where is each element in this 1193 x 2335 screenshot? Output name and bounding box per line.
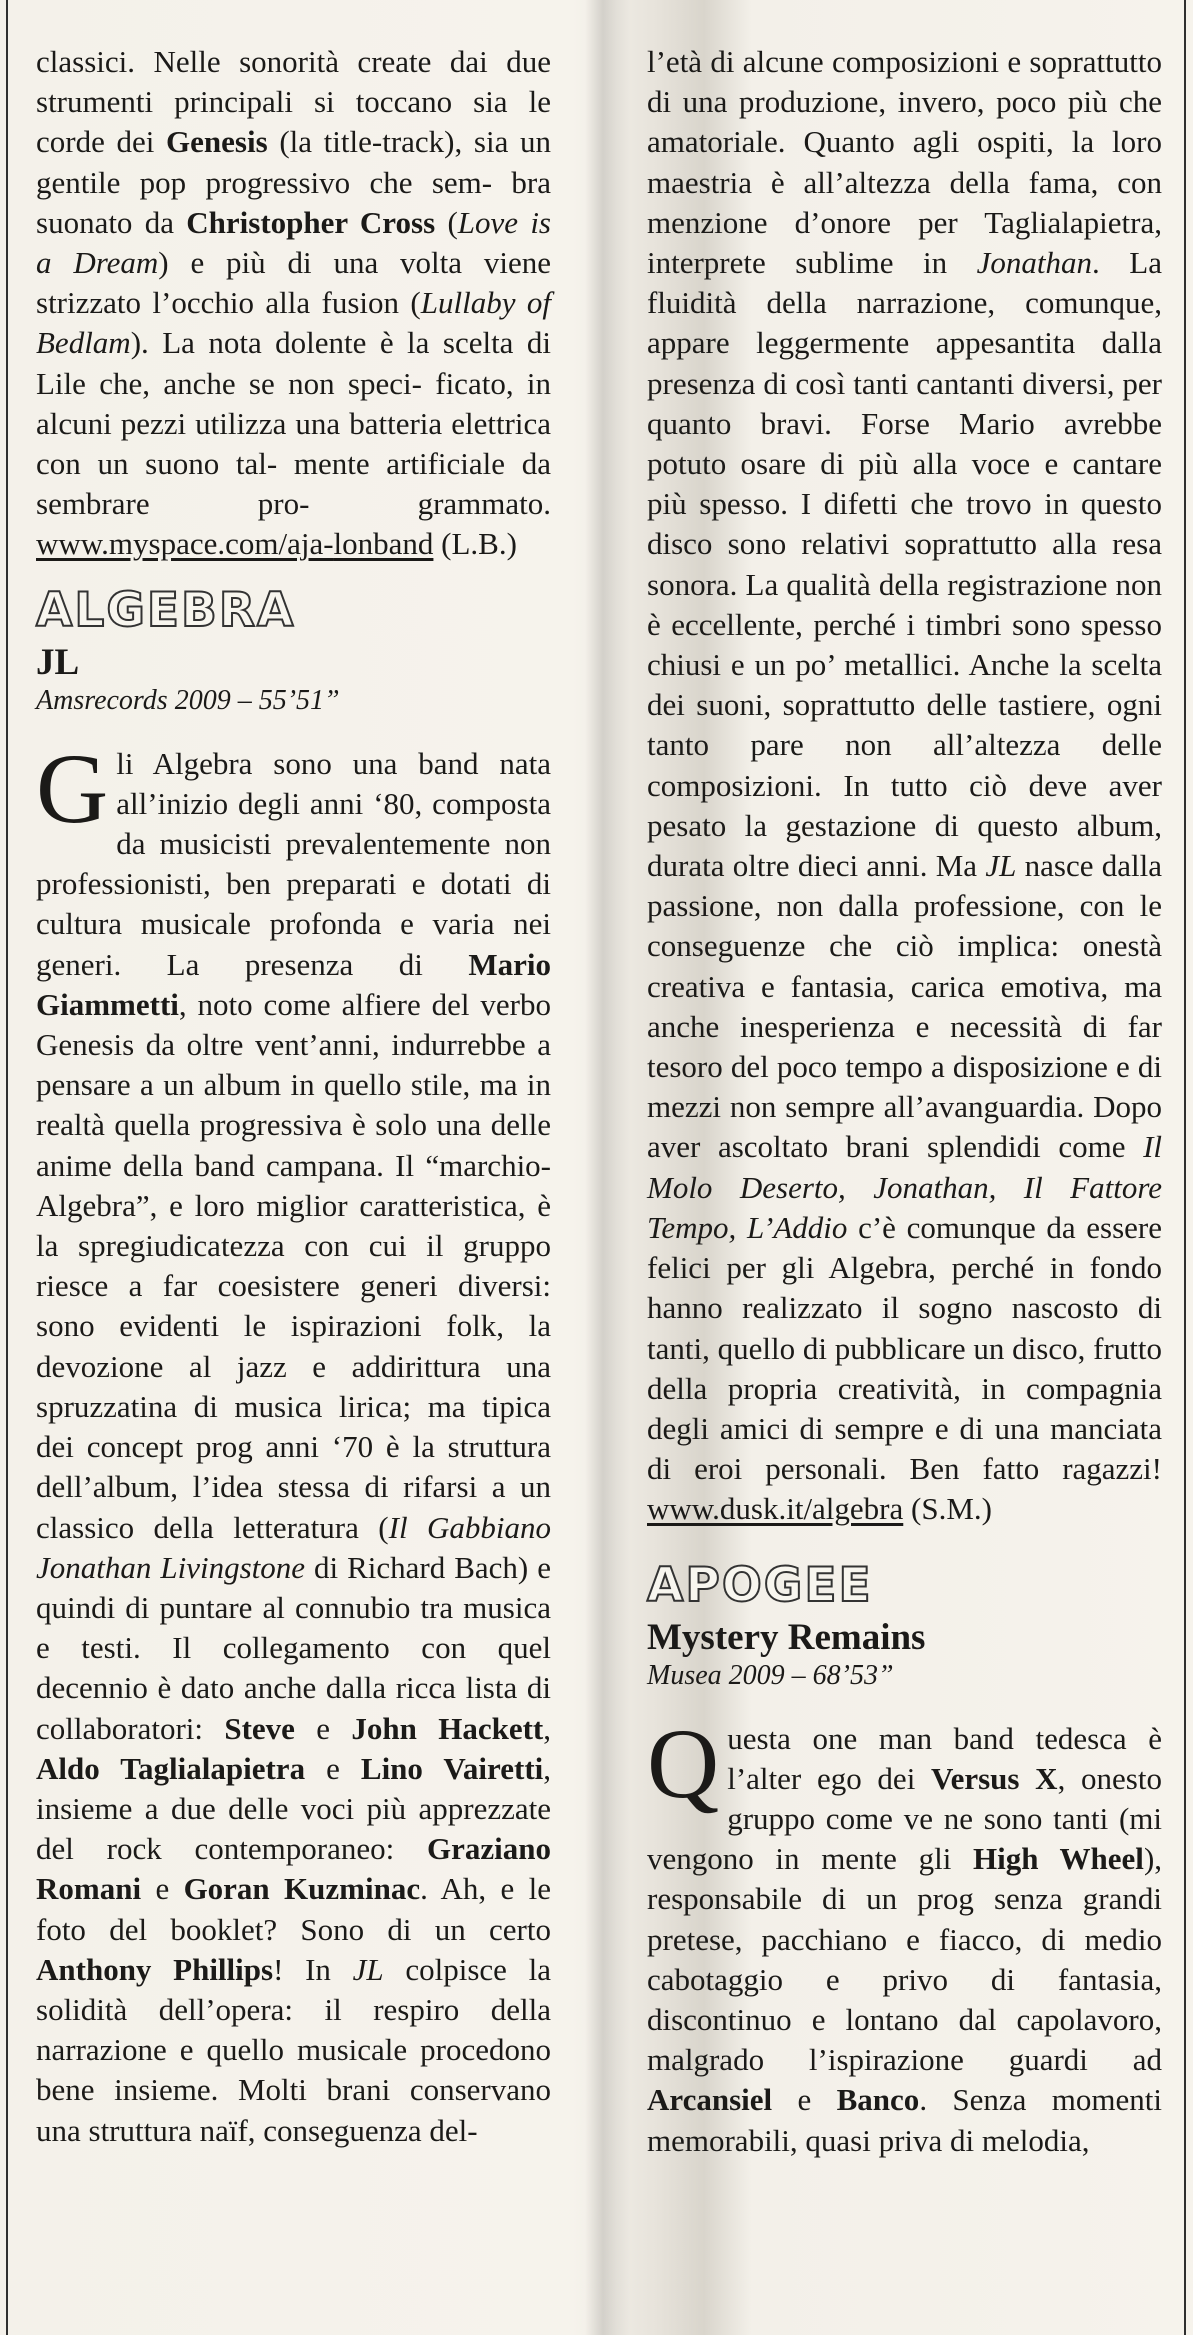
- artist-name: Versus X: [931, 1760, 1058, 1796]
- section-spacer: [647, 1530, 1162, 1540]
- review-text: ). La nota dolente è la: [130, 325, 430, 361]
- artist-name: Graziano Romani: [36, 1831, 551, 1907]
- left-margin-rule: [6, 0, 8, 2335]
- album-title: Mystery Remains: [647, 1616, 926, 1658]
- artist-name: Lino Vairetti: [360, 1750, 544, 1786]
- artist-name: Anthony Phillips: [36, 1951, 274, 1987]
- album-title-inline: JL: [985, 848, 1017, 884]
- review-text: , noto come alfiere del verbo Genesis da oltre vent’anni, indurrebbe a pensare a un album in quello stile, ma in realtà quella progressiva è solo una delle anime della band campana. Il “marchio-Algebra”, e loro miglior caratteristica, è la spregiudicatezza con cui il gruppo riesce a far coesistere generi diversi: sono evidenti le ispirazioni folk, la devozione al jazz e addirittura una spruzzatina di musica lirica; ma tipica dei concept prog anni ‘70 è la struttura dell’album, l’idea stessa di rifarsi a un classico della letteratura (: [36, 986, 551, 1545]
- review-text: di Richard Bach) e quindi di puntare al connubio tra musica e testi. Il collegamento con quel decennio è dato anche dalla ricca lista di collaboratori:: [36, 1549, 551, 1746]
- album-title: JL: [36, 641, 80, 683]
- album-title-inline: JL: [352, 1951, 384, 1987]
- artist-name: Mario Giammetti: [36, 946, 551, 1022]
- review-text: ! In: [273, 1951, 353, 1987]
- artist-name: John Hackett: [351, 1710, 544, 1746]
- review-text: un gentile pop progressivo che sem-: [36, 124, 552, 200]
- review-text: nasce dalla passione, non dalla professione, con le conseguenze che ciò implica: onestà creativa e fantasia, carica emotiva, ma anche inesperienza e necessità di far tesoro del poco tempo a disposizione e di mezzi non sempre all’avanguardia. Dopo aver ascoltato brani splendidi come: [647, 848, 1163, 1165]
- artist-name: Aldo Taglialapietra: [36, 1750, 306, 1786]
- review-text: ), responsabile di un prog senza grandi pretese, pacchiano e fiacco, di medio cabotaggio e privo di fantasia, discontinuo e lontano dal capolavoro, malgrado l’ispirazione guardi ad: [647, 1841, 1163, 2078]
- track-title: Love is a Dream: [36, 204, 551, 281]
- continued-review-text: [36, 42, 551, 565]
- artist-name: High Wheel: [972, 1841, 1144, 1877]
- review-line: classici. Nelle sonorità create dai due: [36, 44, 551, 79]
- right-margin-rule: [1184, 0, 1186, 2335]
- website-link[interactable]: www.myspace.com/aja-lonband: [36, 526, 434, 562]
- track-list-inline: Il Molo Deserto, Jonathan, Il Fattore Tempo, L’Addio: [647, 1129, 1162, 1245]
- review-text: mente artificiale da sembrare pro-: [36, 446, 551, 522]
- review-text: . Senza momenti memorabili, quasi priva di melodia,: [647, 2082, 1163, 2158]
- review-text: bra suonato da: [36, 164, 552, 240]
- review-text: (la title-track), sia: [267, 124, 509, 160]
- review-text: , insieme a due delle voci più apprezzate del rock contemporaneo:: [36, 1750, 552, 1867]
- review-text: . La fluidità della narrazione, comunque, appare leggermente appesantita dalla presenza di così tanti cantanti diversi, per quanto bravi. Forse Mario avrebbe potuto osare di più alla voce e cantare più spesso. I difetti che trovo in questo disco sono relativi soprattutto alla resa sonora. La qualità della registrazione non è eccellente, perché i timbri sono spesso chiusi e un po’ metallici. Anche la scelta dei suoni, soprattutto delle tastiere, ogni tanto pare non all’altezza delle composizioni. In tutto ciò deve aver pesato la gestazione di questo album, durata oltre dieci anni. Ma: [647, 245, 1162, 884]
- track-title: Jonathan: [976, 245, 1093, 281]
- review-text: ficato, in alcuni pezzi utilizza una: [36, 365, 552, 441]
- review-text: . Ah, e le foto del booklet? Sono di un certo: [36, 1871, 551, 1947]
- review-text: (: [447, 204, 458, 240]
- website-link[interactable]: www.dusk.it/algebra: [647, 1491, 904, 1527]
- track-title: Lullaby of Bedlam: [36, 285, 551, 361]
- review-signature: (L.B.): [433, 526, 517, 562]
- band-heading: APOGEE: [647, 1557, 873, 1613]
- review-text: ) e più di una volta: [158, 245, 463, 281]
- algebra-review-continued-text: [647, 42, 1162, 1530]
- review-text: e: [141, 1871, 184, 1907]
- review-text: l’età di alcune composizioni e soprattutto di una produzione, invero, poco più che amatoriale. Quanto agli ospiti, la loro maestria è all’altezza della fama, con menzione d’onore per Taglialapietra, interprete sublime in: [647, 44, 1162, 281]
- review-text: e: [294, 1710, 352, 1746]
- artist-name: Banco: [836, 2082, 920, 2118]
- right-column: [647, 42, 1162, 2161]
- artist-name: Steve: [224, 1710, 295, 1746]
- review-text: e: [305, 1750, 361, 1786]
- book-title: Il Gabbiano Jonathan Livingstone: [36, 1509, 551, 1585]
- apogee-review-text: [647, 1707, 1163, 2161]
- review-text: colpisce la solidità dell’opera: il respiro della narrazione e quello musicale procedono bene insieme. Molti brani conservano una struttura naïf, conseguenza del-: [36, 1951, 551, 2148]
- drop-cap: G: [36, 732, 109, 844]
- review-line: strumenti principali si toccano sia le: [36, 84, 551, 120]
- review-text: , onesto gruppo come ve ne sono tanti (mi vengono in mente gli: [647, 1760, 1162, 1877]
- review-text: c’è comunque da essere felici per gli Algebra, perché in fondo hanno realizzato il sogno nascosto di tanti, quello di pubblicare un disco, frutto della propria creatività, in compagnia degli amici di sempre e di una manciata di eroi personali. Ben fatto ragazzi!: [647, 1209, 1162, 1487]
- review-text: corde dei: [36, 124, 167, 160]
- page-fold-shadow: [585, 0, 630, 2335]
- review-text: li Algebra sono una band nata all’inizio degli anni ‘80, composta da musicisti prevalentemente non professionisti, ben preparati e dotati di cultura musicale profonda e varia nei generi. La presenza di: [36, 745, 551, 982]
- band-heading: ALGEBRA: [36, 582, 296, 638]
- review-text: batteria elettrica con un suono tal-: [36, 405, 552, 482]
- left-column: [36, 42, 551, 2151]
- artist-name: Arcansiel: [647, 2082, 773, 2118]
- algebra-review-text: [36, 732, 552, 2151]
- review-text: ,: [543, 1710, 552, 1746]
- artist-name: Goran Kuzminac: [183, 1871, 421, 1907]
- review-text: grammato.: [417, 486, 551, 522]
- album-label-date-duration: Musea 2009 – 68’53”: [647, 1659, 894, 1691]
- review-text: viene strizzato l’occhio alla fusion: [36, 245, 552, 321]
- artist-name: Genesis: [166, 124, 268, 160]
- review-signature: (S.M.): [903, 1491, 992, 1527]
- drop-cap: Q: [647, 1707, 720, 1819]
- review-text: uesta one man band tedesca è l’alter ego dei: [727, 1720, 1162, 1796]
- artist-name: Christopher Cross: [186, 204, 436, 240]
- review-text: scelta di Lile che, anche se non speci-: [36, 325, 551, 401]
- album-label-date-duration: Amsrecords 2009 – 55’51”: [36, 684, 340, 716]
- review-text: e: [772, 2082, 837, 2118]
- review-text: (: [410, 285, 421, 321]
